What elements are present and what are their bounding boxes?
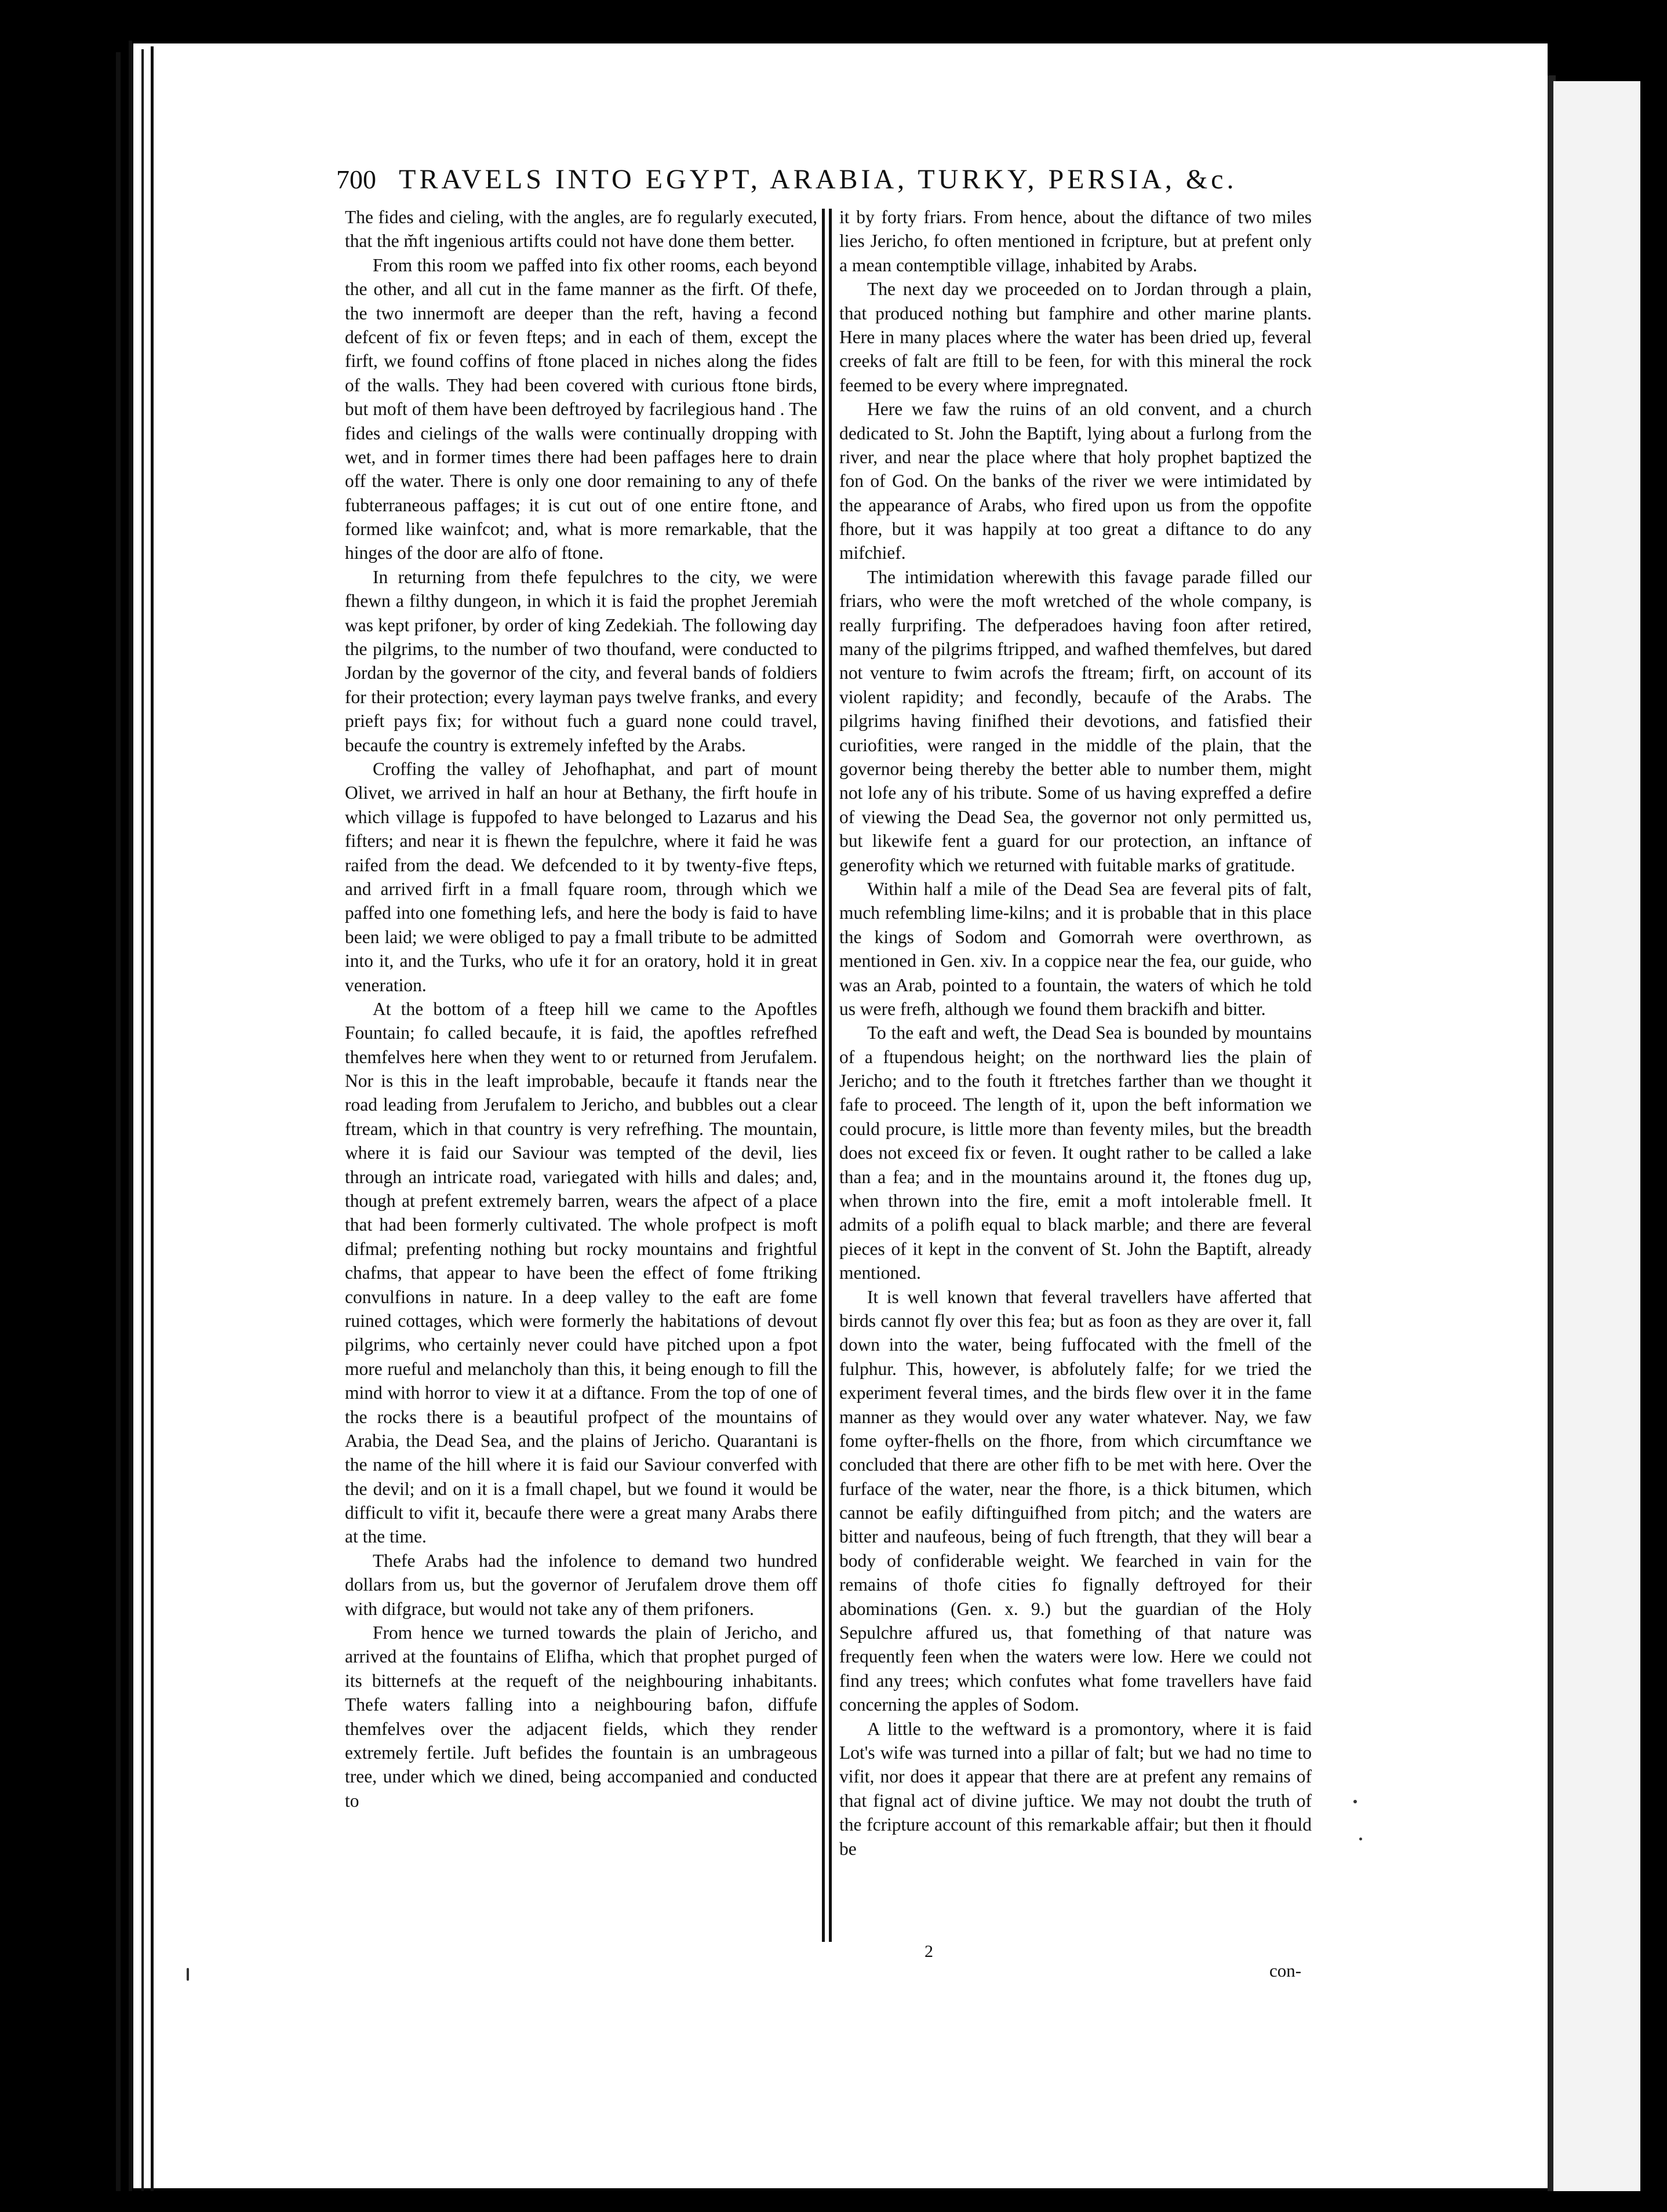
right-column [839,205,1312,1861]
paragraph: In returning from thefe fepulchres to the city, we were fhewn a filthy dungeon, in which it is faid the prophet Jeremiah was kept prifoner, by order of king Zedekiah. The following day the pilgrims, to the number of two thoufand, were conducted to Jordan by the governor of the city, and feveral bands of foldiers for their protection; every layman pays twelve franks, and every prieft pays fix; for without fuch a guard none could travel, becaufe the country is extremely infefted by the Arabs. [345,566,817,755]
print-speck [1353,1800,1357,1803]
paragraph: Within half a mile of the Dead Sea are feveral pits of falt, much refembling lime-kilns; and it is probable that in this place the kings of Sodom and Gomorrah were overthrown, as mentioned in Gen. xiv. In a coppice near the fea, our guide, who was an Arab, pointed to a fountain, the waters of which he told us were frefh, although we found them brackifh and bitter. [839,878,1312,1019]
paragraph: To the eaft and weft, the Dead Sea is bounded by mountains of a ftupendous height; on the northward lies the plain of Jericho; and to the fouth it ftretches farther than we thought it fafe to proceed. The length of it, upon the beft information we could procure, is little more than feventy miles, but the breadth does not exceed fix or feven. It ought rather to be called a lake than a fea; and in the mountains around it, the ftones dug up, when thrown into the fire, emit a moft intolerable fmell. It admits of a polifh equal to black marble; and there are feveral pieces of it kept in the convent of St. John the Baptift, already mentioned. [839,1023,1312,1283]
paragraph: At the bottom of a fteep hill we came to the Apoftles Fountain; fo called becaufe, it is faid, the apoftles refrefhed themfelves here when they went to or returned from Jerufalem. Nor is this in the leaft improbable, becaufe it ftands near the road leading from Jerufalem to Jericho, and bubbles out a clear ftream, which in that country is very refrefhing. The mountain, where it is faid our Saviour was tempted of the devil, lies through an intricate road, variegated with hills and dales; and, though at prefent extremely barren, wears the afpect of a place that had been formerly cultivated. The whole profpect is moft difmal; prefenting nothing but rocky mountains and frightful chafms, that appear to have been the effect of fome ftriking convulfions in nature. In a deep valley to the eaft are fome ruined cottages, which were formerly the habitations of devout pilgrims, who certainly never could have pitched upon a fpot more rueful and melancholy than this, it being enough to fill the mind with horror to view it at a diftance. From the top of one of the rocks there is a beautiful profpect of the mountains of Arabia, the Dead Sea, and the plains of Jericho. Quarantani is the name of the hill where it is faid our Saviour converfed with the devil; and on it is a fmall chapel, but we found it would be difficult to vifit it, becaufe there were a great many Arabs there at the time. [345,998,817,1547]
binding-edge-line [141,49,144,2191]
binding-edge-line [151,46,154,2191]
print-speck [1359,1838,1362,1840]
paragraph: Here we faw the ruins of an old convent, and a church dedicated to St. John the Baptift, lying about a furlong from the river, and near the place where that holy prophet baptized the fon of God. On the banks of the river we were intimidated by the appearance of Arabs, who fired upon us from the oppofite fhore, but it was happily at too great a diftance to do any mifchief. [839,399,1312,563]
binding-edge-line [129,41,132,2191]
binding-edge-line [116,52,121,2191]
catchword: con- [1269,1960,1302,1981]
left-column [345,205,817,1813]
page-number: 700 [336,165,376,194]
paragraph: it by forty friars. From hence, about the diftance of two miles lies Jericho, fo often mentioned in fcripture, but at prefent only a mean contemptible village, inhabited by Arabs. [839,207,1312,275]
paragraph: From hence we turned towards the plain of Jericho, and arrived at the fountains of Elifha, which that prophet purged of its bitternefs at the requeft of the neighbouring inhabitants. Thefe waters falling into a neighbouring bafon, diffufe themfelves over the adjacent fields, which they render extremely fertile. Juft befides the fountain is an umbrageous tree, under which we dined, being accompanied and conducted to [345,1622,817,1811]
running-header [336,163,1304,195]
signature-mark: 2 [925,1942,933,1961]
paragraph: Croffing the valley of Jehofhaphat, and part of mount Olivet, we arrived in half an hour at Bethany, the firft houfe in which village is fuppofed to have belonged to Lazarus and his fifters; and near it is fhewn the fepulchre, where it faid he was raifed from the dead. We defcended to it by twenty-five fteps, and arrived firft in a fmall fquare room, through which we paffed into one fomething lefs, and here the body is faid to have been laid; we were obliged to pay a fmall tribute to be admitted into it, and the Turks, who ufe it for an oratory, hold it in great veneration. [345,758,817,995]
column-rule [829,209,832,1942]
paragraph: Thefe Arabs had the infolence to demand two hundred dollars from us, but the governor of Jerufalem drove them off with difgrace, but would not take any of them prifoners. [345,1550,817,1619]
print-speck [187,1968,189,1981]
paragraph: The next day we proceeded on to Jordan through a plain, that produced nothing but famphire and other marine plants. Here in many places where the water has been dried up, feveral creeks of falt are ftill to be feen, for with this mineral the rock feemed to be every where impregnated. [839,279,1312,395]
running-title: TRAVELS INTO EGYPT, ARABIA, TURKY, PERSIA, &c. [399,164,1237,195]
paragraph: A little to the weftward is a promontory, where it is faid Lot's wife was turned into a pillar of falt; but we had no time to vifit, nor does it appear that there are at prefent any remains of that fignal act of divine juftice. We may not doubt the truth of the fcripture account of this remarkable affair; but then it fhould be [839,1718,1312,1859]
facing-page-strip [1553,81,1640,2191]
column-rule [822,209,825,1942]
paragraph: The intimidation wherewith this favage parade filled our friars, who were the moft wretched of the whole company, is really furprifing. The defperadoes having foon after retired, many of the pilgrims ftripped, and wafhed themfelves, but dared not venture to fwim acrofs the ftream; firft, on account of its violent rapidity; and fecondly, becaufe of the Arabs. The pilgrims having finifhed their devotions, and fatisfied their curiofities, were ranged in the middle of the plain, that the governor being thereby the better able to number them, might not lofe any of his tribute. Some of us having expreffed a defire of viewing the Dead Sea, the governor not only permitted us, but likewife fent a guard for our protection, an inftance of generofity which we returned with fuitable marks of gratitude. [839,566,1312,875]
paragraph: It is well known that feveral travellers have afferted that birds cannot fly over this fea; but as foon as they are over it, fall down into the water, being fuffocated with the fmell of the fulphur. This, however, is abfolutely falfe; for we tried the experiment feveral times, and the birds flew over it in the fame manner as they would over any water whatever. Nay, we faw fome oyfter-fhells on the fhore, from which circumftance we concluded that there are other fifh to be met with here. Over the furface of the water, near the fhore, is a thick bitumen, which cannot be eafily diftinguifhed from pitch; and the waters are bitter and naufeous, being of fuch ftrength, that they will bear a body of confiderable weight. We fearched in vain for the remains of thofe cities fo fignally deftroyed for their abominations (Gen. x. 9.) but the guardian of the Holy Sepulchre affured us, that fomething of that nature was frequently feen when the waters were low. Here we could not find any trees; which confutes what fome travellers have faid concerning the apples of Sodom. [839,1286,1312,1715]
paragraph: The fides and cieling, with the angles, are fo regularly executed, that the m̆ft ingenious artifts could not have done them better. [345,207,817,252]
paragraph: From this room we paffed into fix other rooms, each beyond the other, and all cut in the fame manner as the firft. Of thefe, the two innermoft are deeper than the reft, having a fecond defcent of fix or feven fteps; and in each of them, except the firft, we found coffins of ftone placed in niches along the fides of the walls. They had been covered with curious ftone birds, but moft of them have been deftroyed by facrilegious hand . The fides and cielings of the walls were continually dropping with wet, and in former times there had been paffages here to drain off the water. There is only one door remaining to any of thefe fubterraneous paffages; it is cut out of one entire ftone, and formed like wainfcot; and, what is more remarkable, that the hinges of the door are alfo of ftone. [345,254,817,563]
